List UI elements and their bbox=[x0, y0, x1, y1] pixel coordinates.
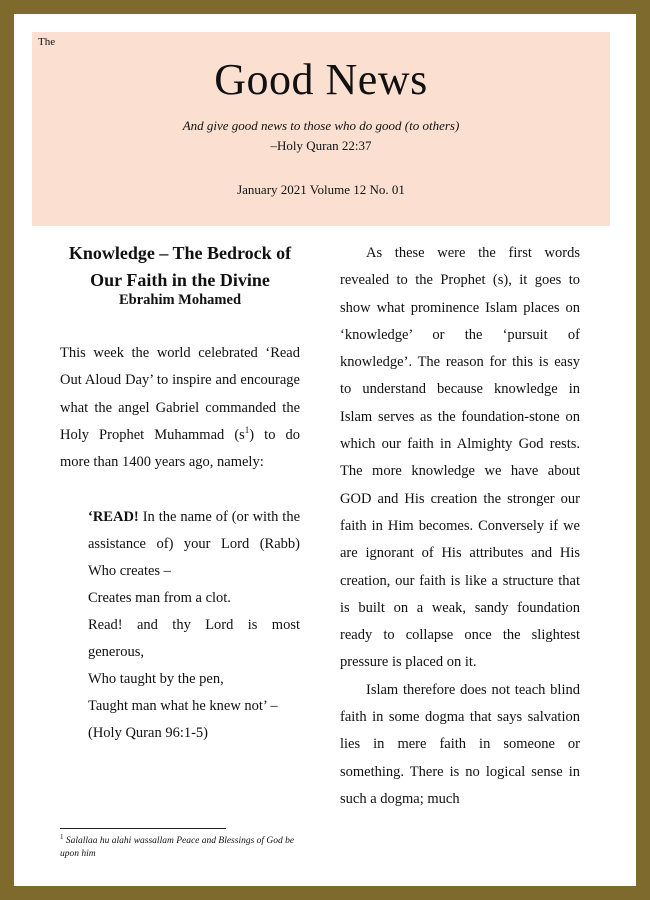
footnote-text: Salallaa hu alahi wassallam Peace and Blessings of God be upon him bbox=[60, 836, 295, 859]
quote-line: Read! and thy Lord is most generous, bbox=[88, 617, 300, 661]
masthead bbox=[32, 32, 610, 226]
quote-line-text: In the name of (or with the assistance of) your Lord (Rabb) Who creates – bbox=[88, 509, 301, 580]
article-paragraph: Islam therefore does not teach blind faith in some dogma that says salvation lies in mere faith in someone or something. There is no logical sense in such a dogma; much bbox=[340, 681, 580, 807]
quote-line: Taught man what he knew not’ – bbox=[88, 698, 278, 715]
article-paragraph: As these were the first words revealed to the Prophet (s), it goes to show what prominence Islam places on ‘knowledge’ or the ‘pursuit of knowledge’. The reason for this is easy to understand because knowledge in Islam serves as the foundation-stone on which our faith in Almighty God rests. The more knowledge we have about GOD and His creation the stronger our faith in Him becomes. Conversely if we are ignorant of His attributes and His creation, our faith is like a structure that is built on a weak, sandy foundation ready to collapse once the slightest pressure is placed on it. bbox=[340, 245, 580, 671]
article-left-column bbox=[60, 240, 300, 747]
article-intro-paragraph bbox=[60, 340, 300, 476]
footnote-marker: 1 bbox=[60, 832, 64, 841]
masthead-title: Good News bbox=[214, 55, 428, 104]
issue-info: January 2021 Volume 12 No. 01 bbox=[237, 182, 405, 197]
article-right-column bbox=[340, 240, 580, 813]
quote-line: Who taught by the pen, bbox=[88, 671, 224, 688]
article-headline: Knowledge – The Bedrock of Our Faith in the Divine bbox=[68, 243, 292, 290]
intro-text-b: ) to do more than 1400 years ago, namely: bbox=[60, 426, 300, 471]
masthead-the-label: The bbox=[38, 36, 56, 48]
quote-lead: ‘READ! bbox=[88, 509, 139, 526]
quote-line: (Holy Quran 96:1-5) bbox=[88, 725, 209, 742]
masthead-citation: –Holy Quran 22:37 bbox=[270, 138, 372, 153]
masthead-tagline: And give good news to those who do good (to others) bbox=[182, 118, 460, 133]
article-author: Ebrahim Mohamed bbox=[118, 292, 242, 308]
quran-quote bbox=[60, 504, 300, 747]
quote-line bbox=[88, 504, 300, 585]
footnote-reference: 1 bbox=[244, 425, 250, 436]
intro-text-a: This week the world celebrated ‘Read Out Aloud Day’ to inspire and encourage what the angel Gabriel commanded the Holy Prophet Muhammad (s bbox=[60, 345, 300, 443]
footnote-divider bbox=[60, 828, 226, 829]
quote-line: Creates man from a clot. bbox=[88, 590, 231, 607]
footnote bbox=[60, 832, 310, 861]
